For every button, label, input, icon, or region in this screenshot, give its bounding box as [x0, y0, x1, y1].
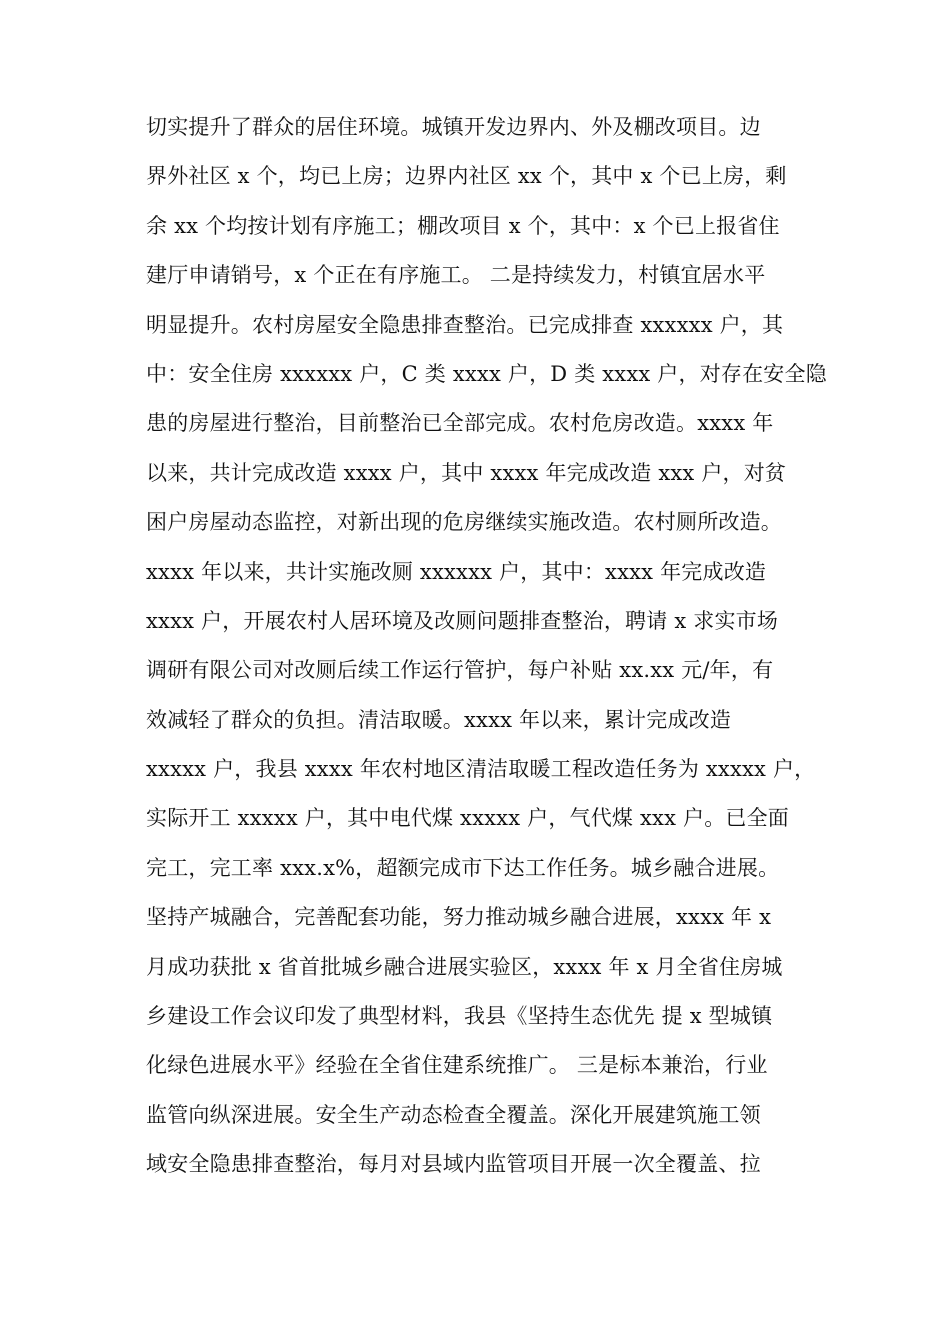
text-line: 效减轻了群众的负担。清洁取暖。xxxx 年以来，累计完成改造 — [146, 707, 732, 732]
text-line: 月成功获批 x 省首批城乡融合进展实验区，xxxx 年 x 月全省住房城 — [146, 954, 783, 979]
text-line: 明显提升。农村房屋安全隐患排查整治。已完成排查 xxxxxx 户，其 — [146, 312, 784, 337]
text-line: xxxx 年以来，共计实施改厕 xxxxxx 户，其中：xxxx 年完成改造 — [146, 559, 767, 584]
body-paragraph — [146, 103, 827, 1190]
text-line: 监管向纵深进展。安全生产动态检查全覆盖。深化开展建筑施工领 — [146, 1102, 761, 1127]
text-line: 中：安全住房 xxxxxx 户，C 类 xxxx 户，D 类 xxxx 户，对存在安全隐 — [146, 361, 827, 386]
text-line: 化绿色进展水平》经验在全省住建系统推广。 三是标本兼治，行业 — [146, 1053, 768, 1078]
text-line: xxxxx 户，我县 xxxx 年农村地区清洁取暖工程改造任务为 xxxxx 户， — [146, 757, 816, 782]
text-line: 调研有限公司对改厕后续工作运行管护，每户补贴 xx.xx 元/年，有 — [146, 658, 774, 683]
text-line: 实际开工 xxxxx 户，其中电代煤 xxxxx 户，气代煤 xxx 户。已全面 — [146, 806, 790, 831]
text-line: 界外社区 x 个，均已上房；边界内社区 xx 个，其中 x 个已上房，剩 — [146, 164, 787, 189]
text-line: 坚持产城融合，完善配套功能，努力推动城乡融合进展，xxxx 年 x — [146, 905, 772, 930]
text-line: 域安全隐患排查整治，每月对县域内监管项目开展一次全覆盖、拉 — [146, 1152, 761, 1177]
text-line: 余 xx 个均按计划有序施工；棚改项目 x 个，其中：x 个已上报省住 — [146, 213, 780, 238]
text-line: 完工，完工率 xxx.x%，超额完成市下达工作任务。城乡融合进展。 — [146, 855, 780, 880]
text-line: 患的房屋进行整治，目前整治已全部完成。农村危房改造。xxxx 年 — [146, 411, 774, 436]
text-line: 困户房屋动态监控，对新出现的危房继续实施改造。农村厕所改造。 — [146, 510, 782, 535]
text-line: 建厅申请销号，x 个正在有序施工。 二是持续发力，村镇宜居水平 — [146, 263, 766, 288]
text-line: 以来，共计完成改造 xxxx 户，其中 xxxx 年完成改造 xxx 户，对贫 — [146, 460, 787, 485]
text-line: xxxx 户，开展农村人居环境及改厕问题排查整治，聘请 x 求实市场 — [146, 608, 779, 633]
text-line: 切实提升了群众的居住环境。城镇开发边界内、外及棚改项目。边 — [146, 115, 761, 139]
text-line: 乡建设工作会议印发了典型材料，我县《坚持生态优先 提 x 型城镇 — [146, 1004, 773, 1029]
